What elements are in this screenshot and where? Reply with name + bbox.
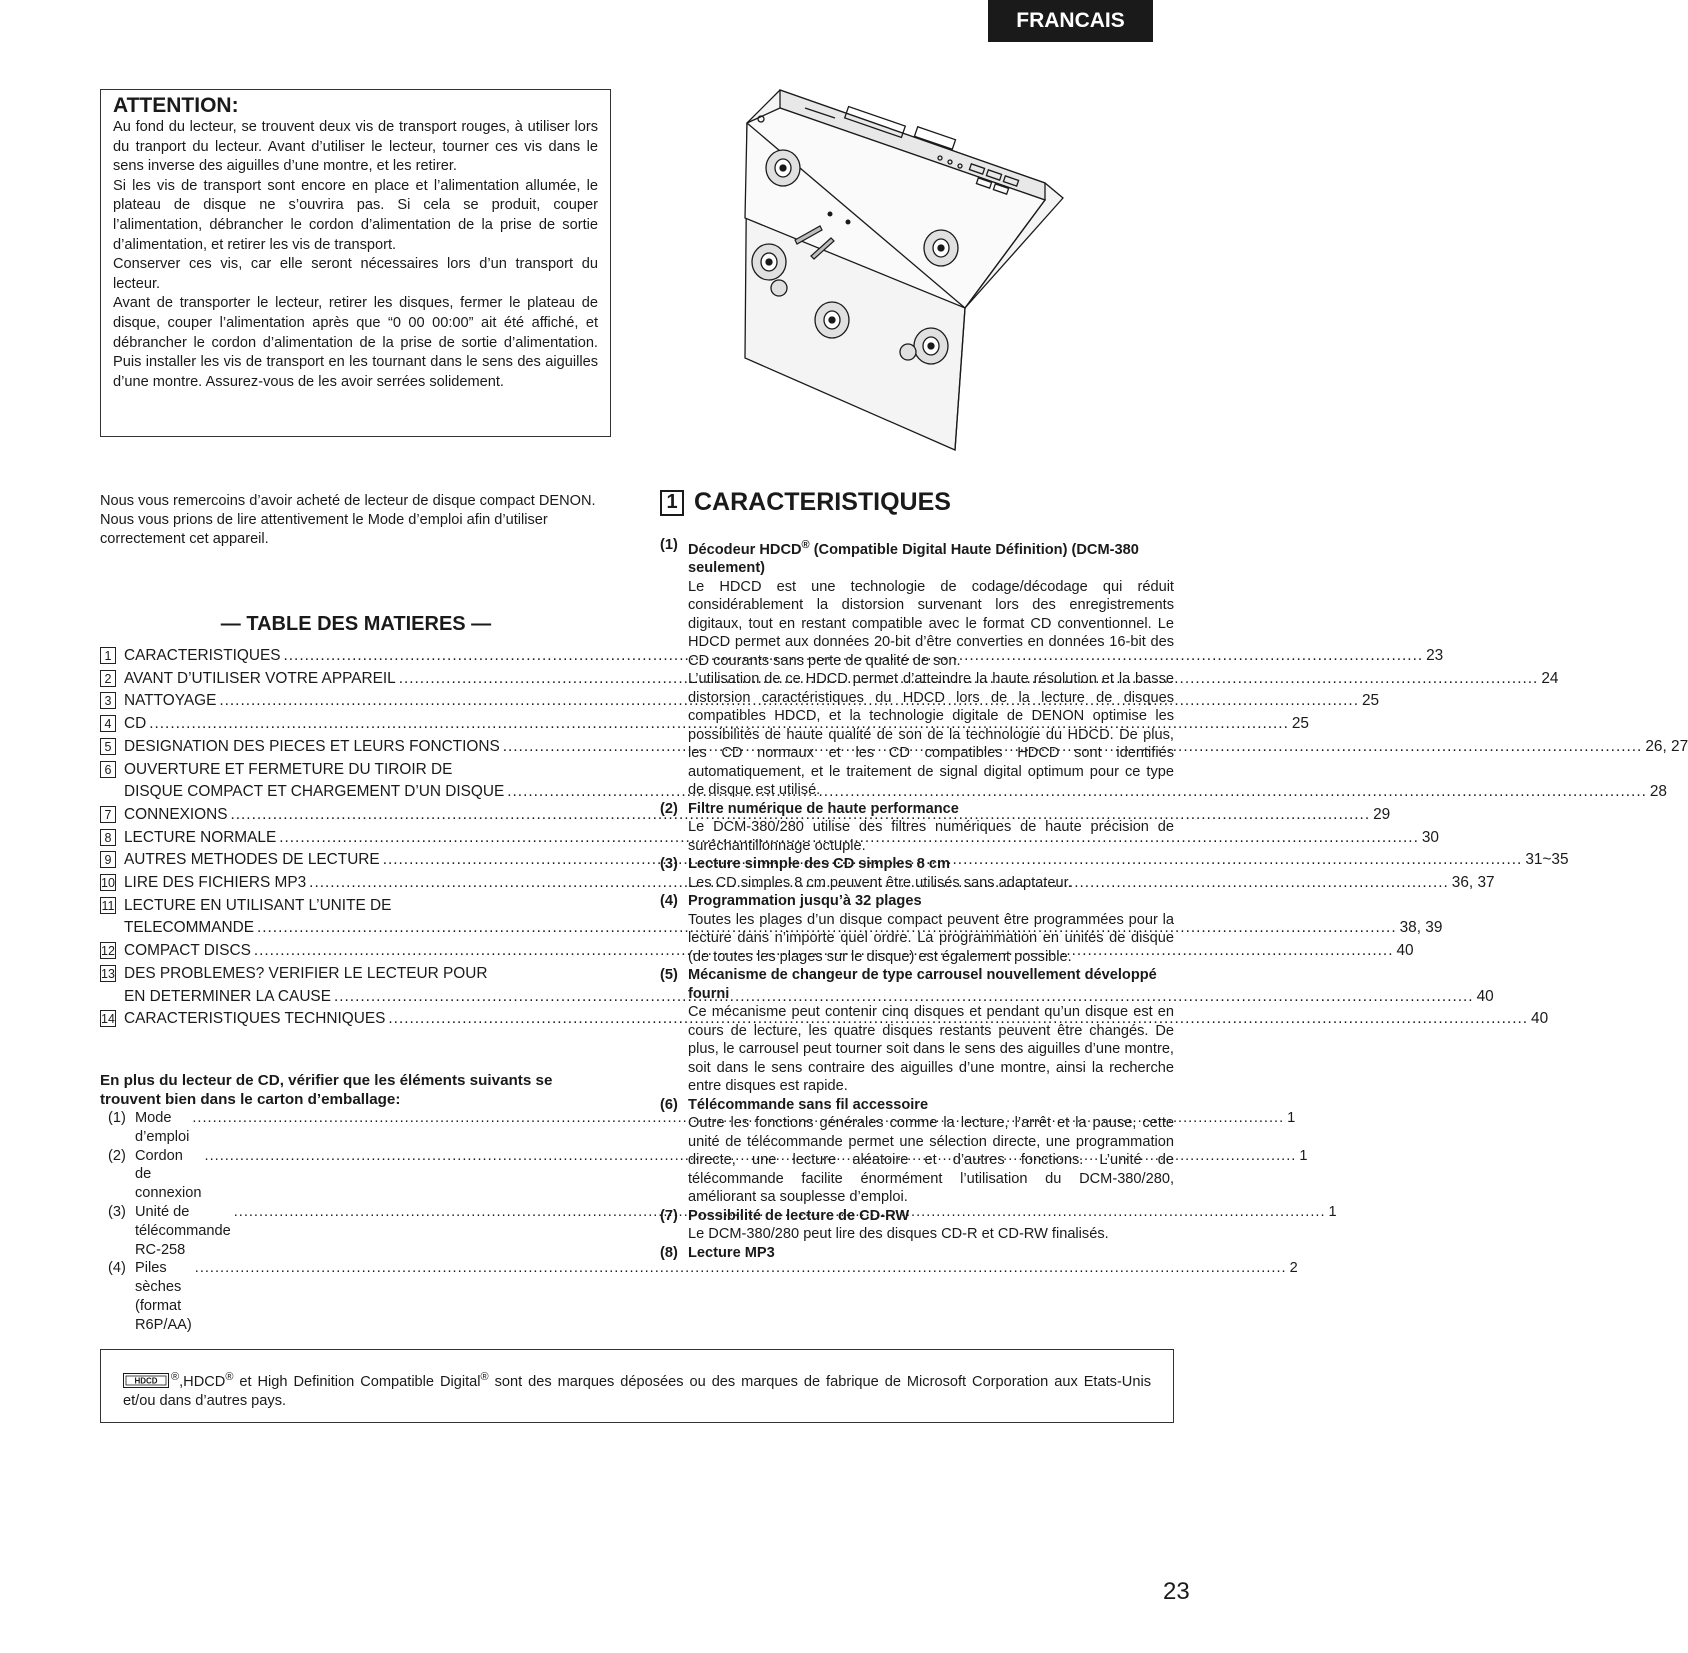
toc-page: 24 <box>1541 669 1559 687</box>
toc-page: 38, 39 <box>1399 919 1443 937</box>
feature-title <box>688 892 922 911</box>
toc-number: 12 <box>101 944 115 959</box>
accessory-qty: 2 <box>1289 1260 1298 1277</box>
toc-title: — TABLE DES MATIERES — <box>220 613 492 635</box>
feature-paragraph: Le DCM-380/280 utilise des filtres numériques de haute précision de suréchantillonnage octuple. <box>688 819 1174 854</box>
feature-heading <box>660 536 1174 578</box>
toc-page: 28 <box>1649 783 1667 801</box>
toc-label: TELECOMMANDE <box>124 919 254 937</box>
feature-index: (1) <box>660 537 678 553</box>
feature-paragraph: Les CD simples 8 cm peuvent être utilisés sans adaptateur. <box>688 874 1072 891</box>
attention-box <box>100 89 611 437</box>
toc-page: 40 <box>1396 942 1414 960</box>
feature-title <box>688 1244 775 1263</box>
feature-heading <box>660 1207 1174 1226</box>
toc-label: LIRE DES FICHIERS MP3 <box>124 874 307 892</box>
feature-heading <box>660 966 1174 1003</box>
toc-number: 10 <box>101 876 115 891</box>
accessory-index: (2) <box>108 1147 126 1164</box>
feature-heading <box>660 1244 1174 1263</box>
section-heading: CARACTERISTIQUES <box>694 488 951 516</box>
feature-title-rest: (Compatible Digital Haute Définition) (DCM-380 seulement) <box>688 541 1139 577</box>
feature-title <box>688 1207 909 1226</box>
toc-label: OUVERTURE ET FERMETURE DU TIROIR DE <box>124 760 453 778</box>
toc-number: 5 <box>100 738 116 755</box>
feature-title-text: Télécommande sans fil accessoire <box>688 1096 929 1113</box>
toc-entry <box>100 1008 1549 1031</box>
feature-title-text: Décodeur HDCD <box>688 541 802 558</box>
feature-title <box>688 966 1174 1003</box>
accessory-item <box>100 1109 1296 1147</box>
toc-entry <box>100 668 1559 691</box>
feature-body <box>688 578 1174 800</box>
feature-paragraph: Le HDCD est une technologie de codage/décodage qui réduit considérablement la distorsion survenant lors des enregistrements digitaux, tout en restant compatible avec le format CD conventionnel. Le HDCD permet aux données 20-bit d’être converties en données 16-bit des CD courants sans perte de qualité de son. <box>688 578 1174 669</box>
feature-paragraph: Ce mécanisme peut contenir cinq disques et pendant qu’un disque est en cours de lecture, les quatre disques restants peuvent être changés. De plus, le carrousel peut tourner soit dans le sens des aiguilles d’une montre, soit dans le sens contraire des aiguilles d’une montre, ainsi la recherche entre disques est rapide. <box>688 1004 1174 1095</box>
feature-index: (4) <box>660 893 678 910</box>
accessory-label: Cordon de connexion <box>135 1147 202 1202</box>
accessory-label: Unité de télécommande RC-258 <box>135 1203 231 1258</box>
accessory-index: (1) <box>108 1110 126 1126</box>
reg-mark: ® <box>225 1371 234 1383</box>
toc-label: CARACTERISTIQUES <box>124 647 281 664</box>
toc-label: CARACTERISTIQUES TECHNIQUES <box>124 1010 386 1028</box>
toc-page: 40 <box>1476 987 1494 1005</box>
feature-body <box>688 1003 1174 1096</box>
toc-number: 4 <box>100 715 116 732</box>
toc-label: DISQUE COMPACT ET CHARGEMENT D’UN DISQUE <box>124 783 505 801</box>
feature-title <box>688 536 1174 578</box>
attention-paragraph: Au fond du lecteur, se trouvent deux vis de transport rouges, à utiliser lors du tranport du lecteur. Avant d’utiliser le lecteur, tourner ces vis dans le sens inverse des aiguilles d’une montre, et les retirer. <box>113 119 598 175</box>
accessory-qty: 1 <box>1299 1147 1308 1164</box>
toc-page: 25 <box>1291 715 1309 733</box>
page-number: 23 <box>1163 1578 1190 1605</box>
toc-number: 14 <box>101 1012 115 1027</box>
accessory-index: (4) <box>108 1260 126 1277</box>
feature-body <box>688 818 1174 855</box>
toc-entry <box>100 645 1444 668</box>
toc-label: CD <box>124 715 147 733</box>
hdcd-logo <box>123 1373 169 1388</box>
toc-label: LECTURE NORMALE <box>124 828 277 846</box>
toc-page: 25 <box>1361 692 1380 710</box>
feature-title-text: Filtre numérique de haute performance <box>688 800 959 817</box>
toc-entry <box>100 736 1688 759</box>
toc-page: 30 <box>1421 828 1439 846</box>
accessory-qty: 1 <box>1287 1110 1296 1126</box>
player-bottom-illustration <box>745 88 1065 450</box>
intro-paragraph: Nous vous remercoins d’avoir acheté de lecteur de disque compact DENON. <box>100 493 596 509</box>
toc-label: DESIGNATION DES PIECES ET LEURS FONCTIONS <box>124 737 500 755</box>
feature-title <box>688 800 959 819</box>
toc-label: LECTURE EN UTILISANT L’UNITE DE <box>124 896 392 914</box>
toc-number: 13 <box>101 966 115 981</box>
attention-title: ATTENTION: <box>113 94 239 117</box>
toc-entry <box>100 713 1309 736</box>
notice-text: et High Definition Compatible Digital <box>233 1373 481 1390</box>
language-tab: FRANCAIS <box>988 0 1153 42</box>
reg-mark: ® <box>801 539 810 551</box>
toc-label: NATTOYAGE <box>124 692 217 710</box>
attention-paragraph: Conserver ces vis, car elle seront nécessaires lors d’un transport du lecteur. <box>113 256 598 292</box>
feature-title-text: Mécanisme de changeur de type carrousel nouvellement développé fourni <box>688 967 1157 1002</box>
feature-index: (5) <box>660 967 678 984</box>
toc-number: 1 <box>100 647 116 664</box>
toc-page: 36, 37 <box>1451 874 1495 892</box>
feature-body <box>688 911 1174 967</box>
toc-label: AVANT D’UTILISER VOTRE APPAREIL <box>124 669 396 687</box>
toc-entry <box>100 690 1380 713</box>
toc-page: 31~35 <box>1525 851 1569 869</box>
feature-title <box>688 1096 928 1115</box>
feature-body <box>688 1114 1174 1207</box>
toc-number: 7 <box>100 806 116 823</box>
feature-title-text: Lecture simnple des CD simples 8 cm <box>688 856 950 873</box>
feature-title-text: Possibilité de lecture de CD-RW <box>688 1207 910 1224</box>
feature-index: (6) <box>660 1096 678 1113</box>
reg-mark: ® <box>480 1371 489 1383</box>
feature-heading <box>660 892 1174 911</box>
section-title <box>660 488 951 517</box>
intro-text <box>100 492 612 549</box>
hdcd-logo-text: HDCD <box>134 1376 158 1386</box>
feature-index: (8) <box>660 1244 678 1261</box>
toc-number: 6 <box>100 761 116 778</box>
toc-label: DES PROBLEMES? VERIFIER LE LECTEUR POUR <box>124 964 488 982</box>
feature-paragraph: Le DCM-380/280 peut lire des disques CD-R et CD-RW finalisés. <box>688 1226 1109 1243</box>
feature-title <box>688 855 950 874</box>
toc-number: 8 <box>100 829 116 846</box>
accessory-label: Piles sèches (format R6P/AA) <box>135 1260 192 1333</box>
toc-page: 40 <box>1531 1010 1549 1028</box>
toc-number: 11 <box>101 898 115 913</box>
feature-title-text: Programmation jusqu’à 32 plages <box>688 893 922 910</box>
feature-index: (3) <box>660 856 678 873</box>
toc-number: 2 <box>100 670 116 687</box>
feature-paragraph: L’utilisation de ce HDCD permet d’atteindre la haute résolution et la basse distorsion caractéristiques du HDCD lors de la lecture de disques compatibles HDCD, et la technologie digitale de DENON optimise les possibilités de haute qualité de son de la technologie du HDCD. De plus, les CD normaux et les CD compatibles HDCD sont identifiés automatiquement, et le traitement de signal digital optimum pour ce type de disque est utilisé. <box>688 671 1174 799</box>
toc-entry <box>100 759 1667 804</box>
features-list <box>660 536 1174 1262</box>
feature-heading <box>660 855 1174 874</box>
reg-mark: ® <box>171 1371 180 1383</box>
feature-paragraph: Toutes les plages d’un disque compact peuvent être programmées pour la lecture dans n’importe quel ordre. La programmation en unités de disque (de toutes les plages sur le disque) est également possible. <box>688 911 1174 965</box>
notice-text: sont des marques déposées ou des marques de fabrique de Microsoft Corporation aux Etats-Unis et/ou dans d’autres pays. <box>123 1373 1151 1409</box>
notice-text: ,HDCD <box>179 1373 226 1390</box>
toc-label: EN DETERMINER LA CAUSE <box>124 987 331 1005</box>
section-number: 1 <box>660 490 684 516</box>
toc-label: CONNEXIONS <box>124 805 228 823</box>
feature-body <box>688 874 1174 893</box>
accessory-item <box>100 1259 1298 1334</box>
feature-paragraph: Outre les fonctions générales comme la lecture, l’arrêt et la pause, cette unité de télécommande permet une sélection directe, une programmation directe, une lecture aléatoire et d’autres fonctions. L’unité de télécommande facilite énormément l’utilisation du DCM-380/280, améliorant sa souplesse d’emploi. <box>688 1115 1174 1206</box>
accessory-index: (3) <box>108 1203 126 1220</box>
attention-paragraph: Si les vis de transport sont encore en place et l’alimentation allumée, le plateau de disque ne s’ouvrira pas. Si cela se produit, couper l’alimentation, débrancher le cordon d’alimentation de la prise de sortie d’alimentation, et retirer les vis de transport. <box>113 177 598 253</box>
accessory-qty: 1 <box>1328 1203 1337 1220</box>
toc-page: 26, 27 <box>1645 737 1688 755</box>
accessories-heading: En plus du lecteur de CD, vérifier que les éléments suivants se trouvent bien dans le carton d’emballage: <box>100 1072 553 1108</box>
accessory-label: Mode d’emploi <box>135 1110 190 1145</box>
toc-number: 3 <box>100 692 116 709</box>
intro-paragraph: Nous vous prions de lire attentivement le Mode d’emploi afin d’utiliser correctement cet appareil. <box>100 512 548 547</box>
toc-page: 29 <box>1373 805 1391 823</box>
toc-label: AUTRES METHODES DE LECTURE <box>124 851 380 869</box>
feature-heading <box>660 800 1174 819</box>
feature-heading <box>660 1096 1174 1115</box>
feature-title-text: Lecture MP3 <box>688 1244 775 1261</box>
toc-page: 23 <box>1426 647 1444 664</box>
attention-paragraph: Avant de transporter le lecteur, retirer les disques, fermer le plateau de disque, couper l’alimentation après que “0 00 00:00” ait été affiché, et débrancher le cordon d’alimentation de la prise de sortie d’alimentation. Puis installer les vis de transport en les tournant dans le sens des aiguilles d’une montre. Assurez-vous de les avoir serrées solidement. <box>113 295 598 390</box>
feature-body <box>688 1225 1174 1244</box>
toc-entry <box>100 940 1414 963</box>
toc-label: COMPACT DISCS <box>124 942 251 960</box>
trademark-notice <box>100 1349 1174 1423</box>
feature-index: (2) <box>660 800 678 817</box>
toc-number: 9 <box>100 851 116 868</box>
feature-index: (7) <box>660 1207 678 1224</box>
